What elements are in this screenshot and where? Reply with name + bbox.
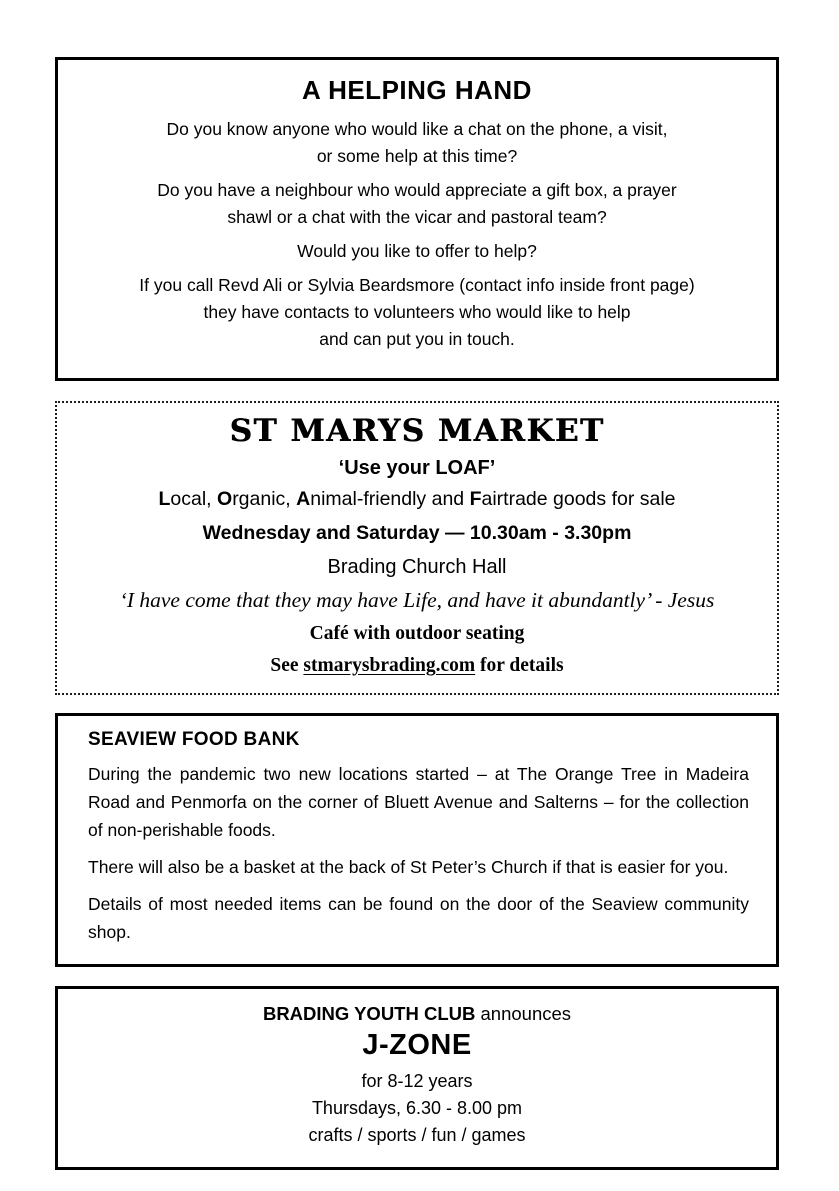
paragraph-line: they have contacts to volunteers who would like to help: [203, 302, 631, 322]
paragraph-line: Would you like to offer to help?: [297, 241, 537, 261]
helping-hand-title: A HELPING HAND: [302, 75, 532, 105]
loaf-letter-a: A: [296, 488, 311, 510]
jzone-age-range: for 8-12 years: [361, 1071, 473, 1091]
announce-text: announces: [475, 1003, 572, 1024]
youth-club-announce-line: [76, 1003, 758, 1025]
loaf-letter-l: L: [158, 488, 171, 510]
paragraph-line: Do you have a neighbour who would appreciate a gift box, a prayer: [157, 180, 677, 200]
market-cafe-note: Café with outdoor seating: [309, 623, 525, 644]
market-details-line: [73, 655, 761, 677]
market-title: ST MARYS MARKET: [229, 413, 605, 449]
food-bank-paragraph-3: Details of most needed items can be found on the door of the Seaview community shop.: [88, 894, 749, 942]
paragraph-line: If you call Revd Ali or Sylvia Beardsmore (contact info inside front page): [139, 275, 695, 295]
helping-hand-paragraph-2: [76, 177, 758, 231]
seaview-food-bank-section: [55, 713, 779, 967]
youth-club-name: BRADING YOUTH CLUB: [262, 1003, 476, 1024]
paragraph-line: and can put you in touch.: [319, 329, 515, 349]
st-marys-market-section: [55, 401, 779, 695]
helping-hand-paragraph-4: [76, 272, 758, 353]
loaf-text: nimal-friendly and: [310, 488, 470, 510]
food-bank-paragraph-1: During the pandemic two new locations started – at The Orange Tree in Madeira Road and Penmorfa on the corner of Bluett Avenue and Salterns – for the collection of non-perishable foods.: [88, 764, 749, 840]
helping-hand-paragraph-3: [76, 238, 758, 265]
helping-hand-paragraph-1: [76, 116, 758, 170]
details-suffix: for details: [475, 655, 564, 676]
jzone-activities: crafts / sports / fun / games: [308, 1125, 526, 1145]
loaf-letter-o: O: [217, 488, 233, 510]
jzone-title: J-ZONE: [362, 1029, 472, 1061]
page-content: [55, 57, 779, 1170]
food-bank-paragraph-2: There will also be a basket at the back of St Peter’s Church if that is easier for you.: [88, 857, 729, 877]
market-slogan: ‘Use your LOAF’: [338, 457, 496, 479]
jzone-schedule: Thursdays, 6.30 - 8.00 pm: [311, 1098, 523, 1118]
loaf-text: airtrade goods for sale: [481, 488, 676, 510]
market-loaf-line: [73, 488, 761, 511]
paragraph-line: or some help at this time?: [316, 146, 518, 166]
brading-youth-club-section: [55, 986, 779, 1170]
helping-hand-section: [55, 57, 779, 381]
food-bank-title: SEAVIEW FOOD BANK: [88, 729, 300, 750]
details-prefix: See: [270, 655, 304, 676]
loaf-letter-f: F: [469, 488, 482, 510]
paragraph-line: shawl or a chat with the vicar and pastoral team?: [227, 207, 607, 227]
paragraph-line: Do you know anyone who would like a chat on the phone, a visit,: [166, 119, 668, 139]
market-schedule: Wednesday and Saturday — 10.30am - 3.30pm: [202, 522, 632, 544]
market-scripture-quote: ‘I have come that they may have Life, and have it abundantly’ - Jesus: [119, 588, 715, 612]
website-link[interactable]: stmarysbrading.com: [303, 655, 476, 676]
loaf-text: ocal,: [170, 488, 218, 510]
loaf-text: rganic,: [232, 488, 297, 510]
market-venue: Brading Church Hall: [327, 556, 507, 578]
